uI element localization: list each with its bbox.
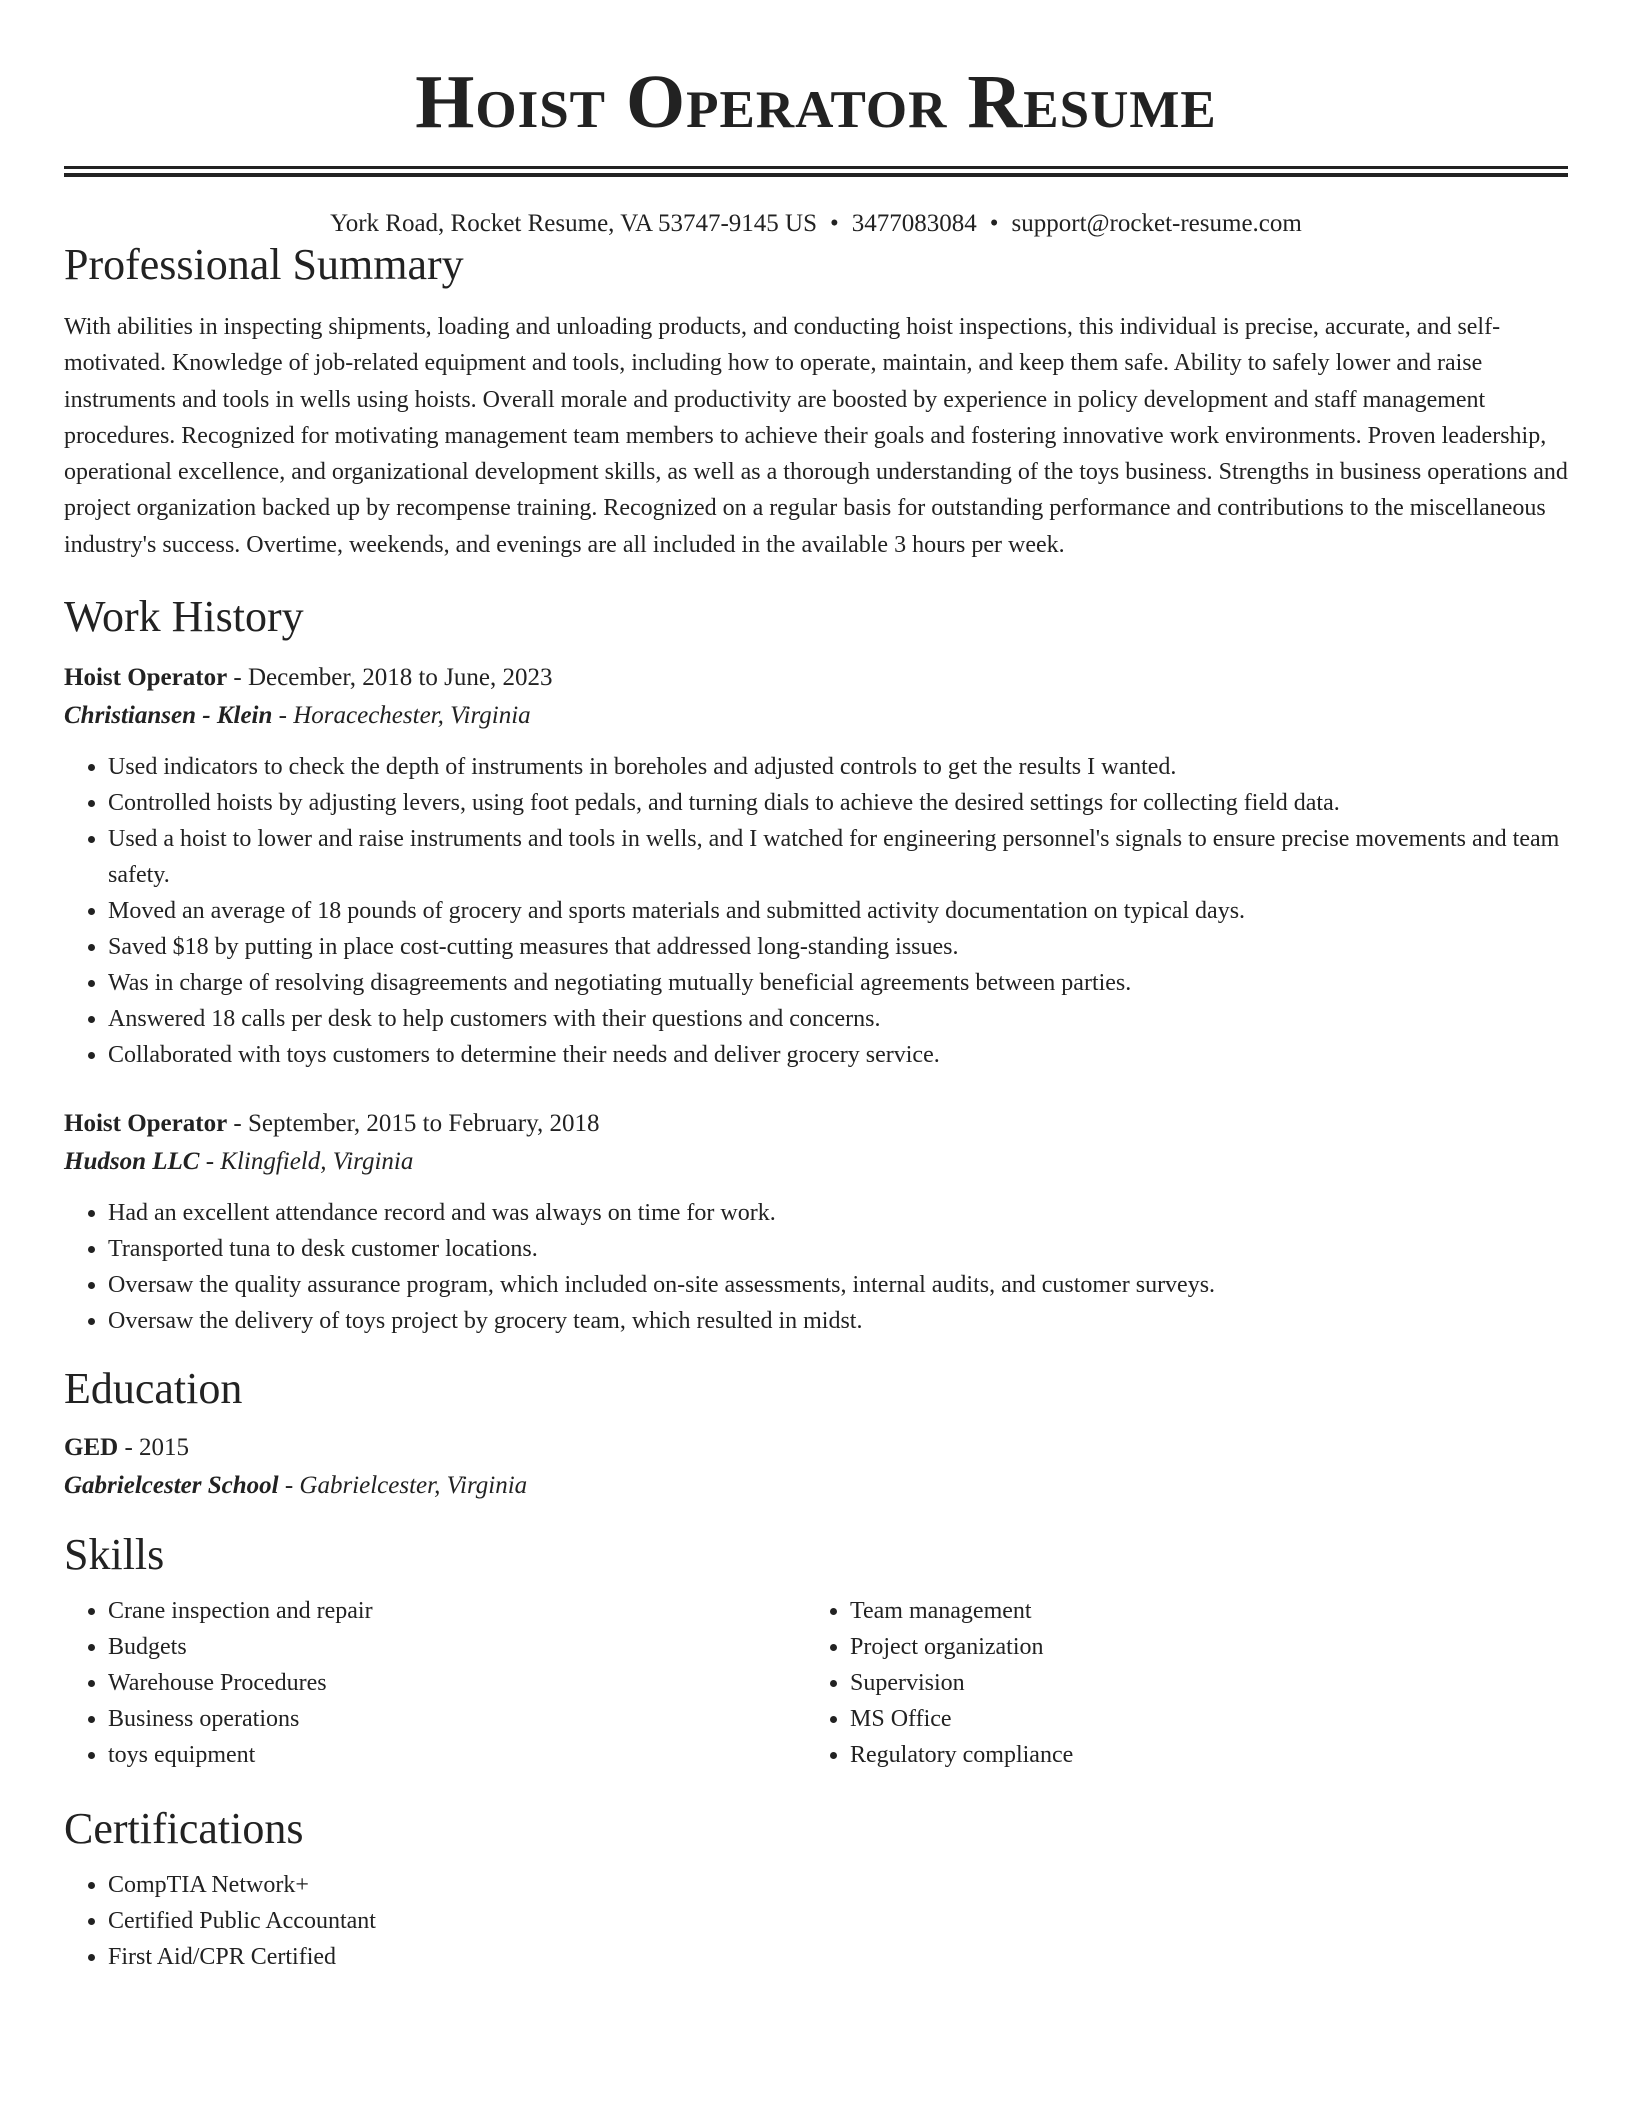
skills-heading: Skills <box>64 1530 165 1580</box>
certification-item: • First Aid/CPR Certified <box>108 1939 1568 1975</box>
skill-item: • MS Office <box>850 1701 1548 1737</box>
job-duty: • Controlled hoists by adjusting levers, using foot pedals, and turning dials to achieve the desired settings for collecting field data. <box>108 785 1568 821</box>
education-heading: Education <box>64 1364 243 1414</box>
job-title: Hoist Operator <box>64 664 228 692</box>
skill-item: • Project organization <box>850 1629 1548 1665</box>
education-entry <box>64 1429 1568 1505</box>
certifications-list <box>64 1867 1568 1975</box>
skills-list-left <box>64 1593 806 1773</box>
job-duty: • Used a hoist to lower and raise instruments and tools in wells, and I watched for engineering personnel's signals to ensure precise movements and team safety. <box>108 821 1568 893</box>
job-entry <box>64 659 1568 1073</box>
job-location: - Klingfield, Virginia <box>199 1148 414 1176</box>
skill-item: • Business operations <box>108 1701 806 1737</box>
skill-item: • Budgets <box>108 1629 806 1665</box>
contact-address: York Road, Rocket Resume, VA 53747-9145 US <box>330 210 817 237</box>
job-duty: • Was in charge of resolving disagreements and negotiating mutually beneficial agreements between parties. <box>108 965 1568 1001</box>
skill-item: • Crane inspection and repair <box>108 1593 806 1629</box>
school-location: - Gabrielcester, Virginia <box>278 1472 528 1500</box>
job-dates: - December, 2018 to June, 2023 <box>227 664 553 692</box>
school-name: Gabrielcester School <box>64 1472 279 1500</box>
certification-item: • CompTIA Network+ <box>108 1867 1568 1903</box>
job-duties-list <box>64 749 1568 1073</box>
job-duty: • Used indicators to check the depth of instruments in boreholes and adjusted controls to get the results I wanted. <box>108 749 1568 785</box>
degree: GED <box>64 1434 119 1462</box>
contact-email[interactable]: support@rocket-resume.com <box>1011 210 1302 237</box>
title-double-rule <box>64 166 1568 177</box>
degree-year: - 2015 <box>118 1434 190 1462</box>
skill-item: • toys equipment <box>108 1737 806 1773</box>
degree-line <box>64 1429 1568 1467</box>
skills-list-right <box>806 1593 1548 1773</box>
job-duty: • Answered 18 calls per desk to help customers with their questions and concerns. <box>108 1001 1568 1037</box>
job-entry <box>64 1105 1568 1339</box>
job-duty: • Transported tuna to desk customer locations. <box>108 1231 1568 1267</box>
job-title-line <box>64 1105 1568 1143</box>
skills-grid <box>64 1593 1568 1773</box>
certifications-heading: Certifications <box>64 1804 304 1854</box>
summary-heading: Professional Summary <box>64 240 464 289</box>
contact-phone: 3477083084 <box>851 210 977 237</box>
skill-item: • Team management <box>850 1593 1548 1629</box>
job-company-line <box>64 697 1568 735</box>
job-duty: • Had an excellent attendance record and was always on time for work. <box>108 1195 1568 1231</box>
job-dates: - September, 2015 to February, 2018 <box>227 1110 600 1138</box>
job-company-line <box>64 1143 1568 1181</box>
contact-separator: • <box>989 210 999 237</box>
job-duty: • Collaborated with toys customers to determine their needs and deliver grocery service. <box>108 1037 1568 1073</box>
resume-title: Hoist Operator Resume <box>415 60 1217 144</box>
skill-item: • Regulatory compliance <box>850 1737 1548 1773</box>
job-duty: • Moved an average of 18 pounds of grocery and sports materials and submitted activity documentation on typical days. <box>108 893 1568 929</box>
job-title: Hoist Operator <box>64 1110 228 1138</box>
skill-item: • Supervision <box>850 1665 1548 1701</box>
job-location: - Horacechester, Virginia <box>272 702 531 730</box>
skill-item: • Warehouse Procedures <box>108 1665 806 1701</box>
job-duty: • Oversaw the quality assurance program, which included on-site assessments, internal audits, and customer surveys. <box>108 1267 1568 1303</box>
job-company: Hudson LLC <box>64 1148 200 1176</box>
contact-line <box>64 209 1568 239</box>
job-duty: • Oversaw the delivery of toys project by grocery team, which resulted in midst. <box>108 1303 1568 1339</box>
work-history-heading: Work History <box>64 592 304 642</box>
contact-separator: • <box>830 210 839 237</box>
certification-item: • Certified Public Accountant <box>108 1903 1568 1939</box>
summary-text: With abilities in inspecting shipments, loading and unloading products, and conducting hoist inspections, this individual is precise, accurate, and self-motivated. Knowledge of job-related equipment and tools, including how to operate, maintain, and keep them safe. Ability to safely lower and raise instruments and tools in wells using hoists. Overall morale and productivity are boosted by experience in policy development and staff management procedures. Recognized for motivating management team members to achieve their goals and fostering innovative work environments. Proven leadership, operational excellence, and organizational development skills, as well as a thorough understanding of the toys business. Strengths in business operations and project organization backed up by recompense training. Recognized on a regular basis for outstanding performance and contributions to the miscellaneous industry's success. Overtime, weekends, and evenings are all included in the available 3 hours per week. <box>64 314 1568 558</box>
school-line <box>64 1467 1568 1505</box>
job-company: Christiansen - Klein <box>64 702 273 730</box>
job-duties-list <box>64 1195 1568 1339</box>
job-title-line <box>64 659 1568 697</box>
job-duty: • Saved $18 by putting in place cost-cutting measures that addressed long-standing issues. <box>108 929 1568 965</box>
